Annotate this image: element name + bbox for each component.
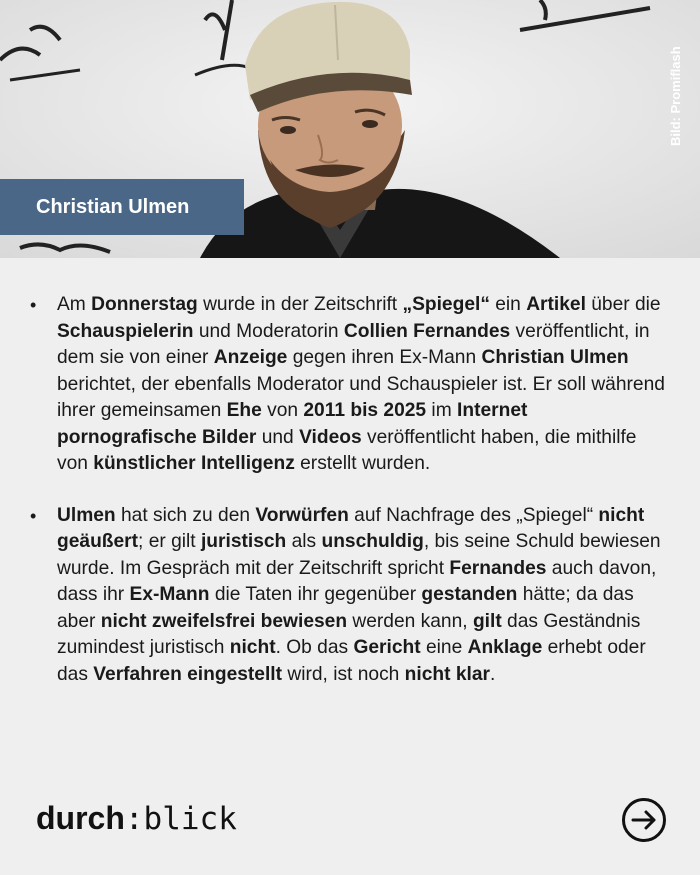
text-segment: eine [420, 637, 468, 658]
bold-text: Internet pornografische Bilder [57, 400, 528, 448]
text-segment: wurde in der Zeitschrift [197, 294, 403, 315]
bold-text: Fernandes [449, 557, 547, 579]
bold-text: Ehe [226, 400, 262, 421]
bold-text: nicht geäußert [57, 504, 645, 552]
bold-text: juristisch [200, 531, 287, 552]
text-segment: . [489, 663, 496, 685]
person-name-label: Christian Ulmen [0, 179, 244, 235]
text-segment: veröffentlicht haben, die mithilfe von [57, 426, 637, 474]
bold-text: gestanden [421, 584, 518, 605]
logo-text-bold: durch [36, 800, 125, 836]
bold-text: nicht [229, 637, 276, 658]
logo-text-light: :blick [124, 801, 237, 837]
text-segment: ein [489, 294, 527, 315]
bold-text: Collien Fernandes [343, 320, 511, 342]
next-button[interactable] [621, 797, 667, 843]
text-segment: . Ob das [275, 637, 354, 658]
bold-text: gilt [472, 610, 502, 632]
bold-text: Christian Ulmen [481, 347, 629, 368]
text-segment: ; er gilt [138, 531, 201, 552]
photo-credit: Bild: Promiflash [668, 46, 683, 146]
bold-text: nicht klar [404, 663, 490, 685]
bold-text: Schauspielerin [57, 320, 194, 342]
text-segment: von [261, 400, 304, 421]
bold-text: Gericht [353, 637, 421, 658]
bold-text: 2011 bis 2025 [303, 400, 427, 421]
bold-text: Verfahren eingestellt [93, 663, 283, 685]
text-segment: erhebt oder das [57, 637, 646, 685]
text-segment: , bis seine Schuld bewiesen wurde. Im Gespräch mit der Zeitschrift spricht [57, 531, 661, 579]
bold-text: Donnerstag [91, 294, 198, 315]
text-segment: über die [585, 294, 661, 315]
text-segment: veröffentlicht, in dem sie von einer [57, 320, 650, 368]
text-segment: auch davon, dass ihr [57, 557, 657, 605]
bullet-item [30, 292, 670, 478]
text-segment: die Taten ihr gegenüber [209, 584, 422, 605]
bullet-item [30, 503, 670, 689]
text-segment: und [256, 426, 300, 448]
text-segment: und Moderatorin [193, 320, 344, 342]
bold-text: Anzeige [213, 347, 288, 368]
bold-text: Vorwürfen [255, 504, 349, 526]
text-segment: hätte; da das aber [57, 584, 634, 632]
brand-logo [36, 800, 237, 837]
text-segment: im [426, 400, 458, 421]
text-segment: als [286, 531, 322, 552]
bold-text: Ulmen [57, 504, 116, 526]
bold-text: Anklage [467, 637, 543, 658]
bold-text: künstlicher Intelligenz [93, 453, 295, 474]
text-segment: wird, ist noch [282, 663, 405, 685]
text-segment: berichtet, der ebenfalls Moderator und Schauspieler ist. Er soll während ihrer gemeinsamen [57, 373, 665, 421]
text-segment: gegen ihren Ex-Mann [287, 347, 482, 368]
bold-text: Artikel [526, 294, 586, 315]
bold-text: Videos [299, 426, 362, 448]
text-segment: werden kann, [347, 610, 473, 632]
text-segment: hat sich zu den [115, 504, 256, 526]
text-segment: Am [57, 294, 92, 315]
text-segment: erstellt wurden. [294, 453, 431, 474]
text-segment: das Geständnis zumindest juristisch [57, 610, 641, 658]
arrow-right-circle-icon [621, 797, 667, 843]
bold-text: unschuldig [321, 531, 424, 552]
article-bullets [30, 292, 670, 713]
text-segment: auf Nachfrage des „Spiegel“ [348, 504, 599, 526]
bold-text: Ex-Mann [129, 584, 210, 605]
bold-text: „Spiegel“ [402, 294, 490, 315]
bold-text: nicht zweifelsfrei bewiesen [100, 610, 348, 632]
